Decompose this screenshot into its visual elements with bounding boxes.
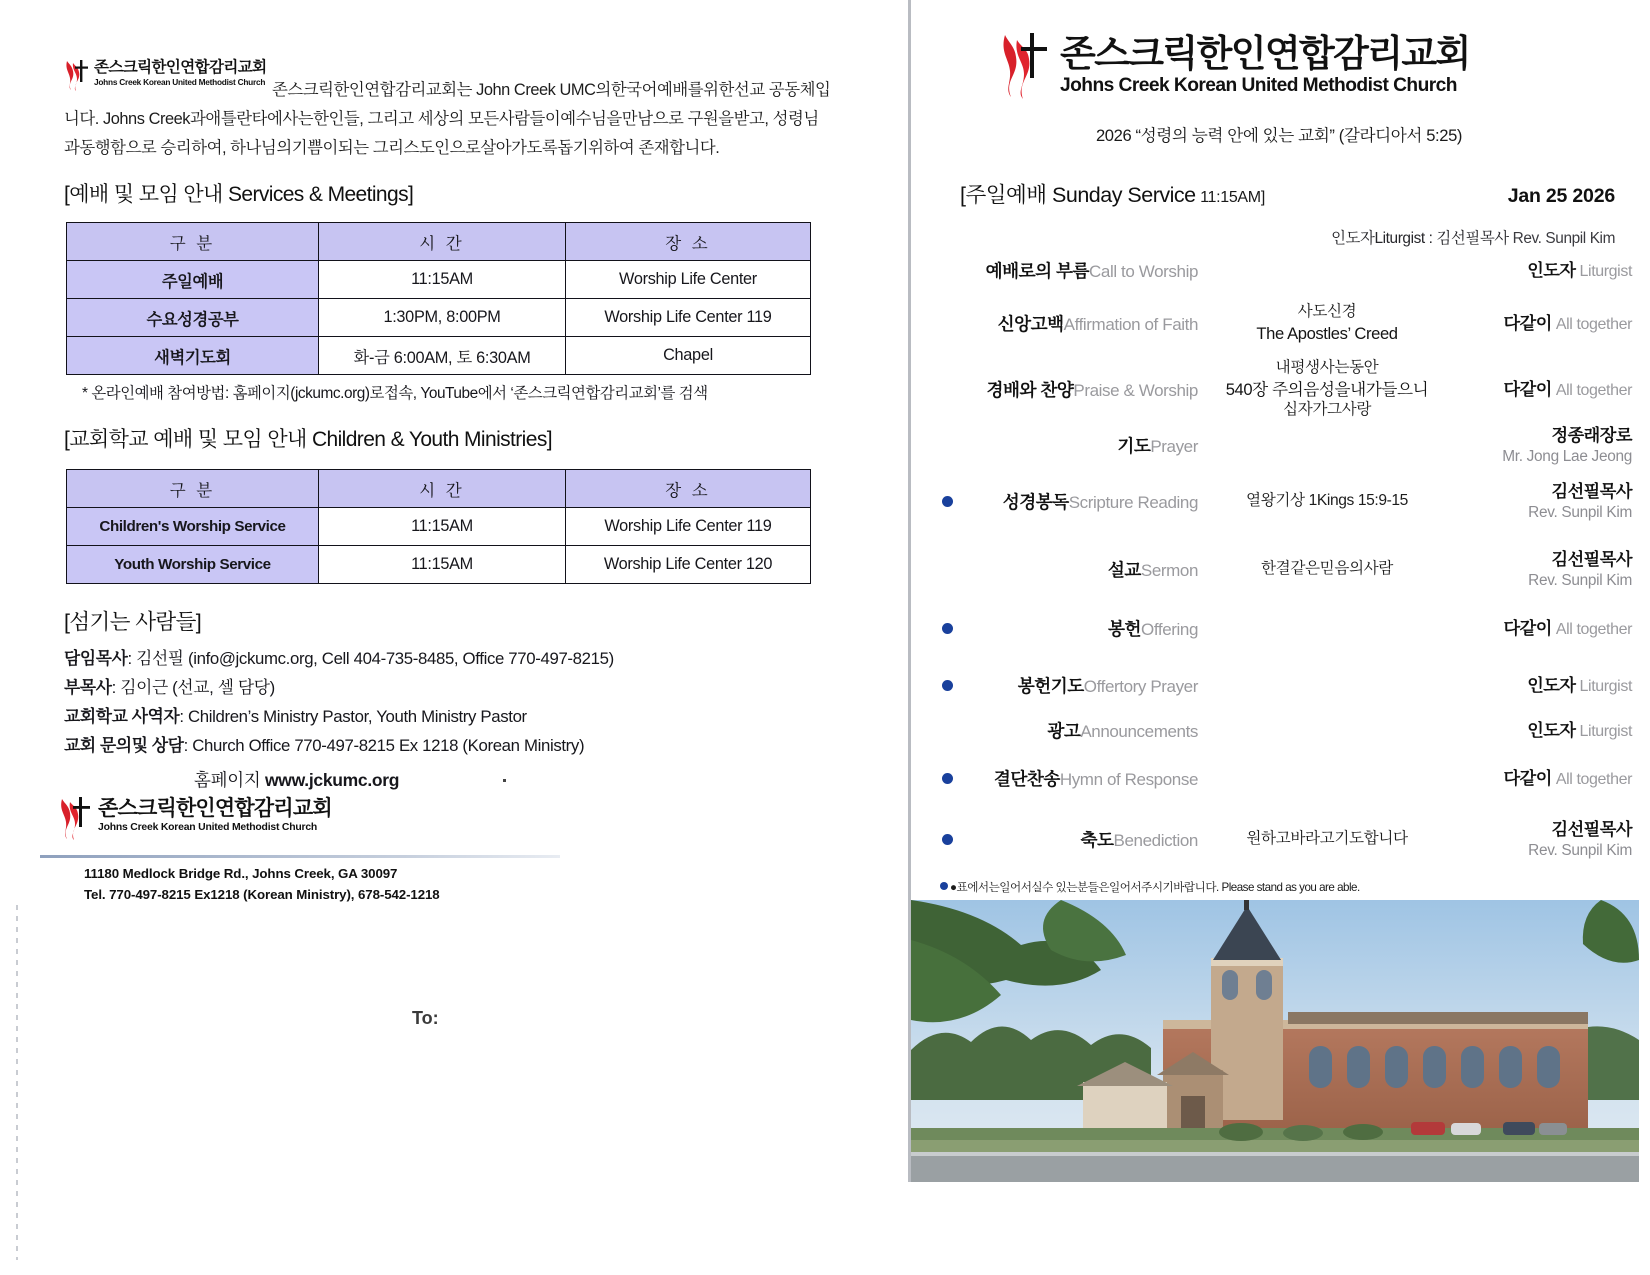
participant-name-en: Liturgist [1575, 677, 1632, 695]
order-item [938, 302, 1650, 344]
order-bullet-cell [938, 265, 960, 276]
service-time: 11:15AM [319, 508, 566, 546]
staff-label: 담임목사 [64, 649, 128, 668]
online-worship-note: * 온라인예배 참여방법: 홈페이지(jckumc.org)로접속, YouTube에서 ‘존스크릭연합감리교회’를 검색 [82, 385, 708, 402]
footer-divider [40, 855, 560, 858]
order-item-name [960, 766, 1198, 791]
cross-and-flame-icon [998, 30, 1050, 100]
footer-address-block [84, 864, 440, 905]
order-item-name-kr: 광고 [1047, 721, 1081, 741]
service-time: 화-금 6:00AM, 토 6:30AM [319, 337, 566, 375]
participant-name-kr: 김선필목사 [1551, 481, 1632, 501]
order-item-name-kr: 성경봉독 [1002, 492, 1069, 513]
participant-name-en: All together [1551, 770, 1632, 788]
order-bullet-cell [938, 834, 960, 845]
service-date: Jan 25 2026 [1507, 185, 1615, 207]
service-place: Worship Life Center [566, 261, 811, 299]
order-item-detail-line: The Apostles’ Creed [1256, 323, 1398, 343]
participant-name-en: Liturgist [1575, 262, 1632, 280]
order-item-detail-line: 내평생사는동안 [1275, 359, 1379, 376]
order-item [938, 258, 1650, 283]
order-item-participant [1456, 818, 1650, 861]
footer-logo-name-en: Johns Creek Korean United Methodist Church [98, 822, 318, 834]
service-title-group [960, 178, 1265, 209]
order-item-name-en: Hymn of Response [1059, 770, 1198, 789]
staff-list [64, 645, 844, 795]
table-header-row [67, 470, 811, 508]
service-place: Worship Life Center 119 [566, 299, 811, 337]
participant-name-sub: Mr. Jong Lae Jeong [1502, 448, 1632, 466]
order-bullet-cell [938, 384, 960, 395]
order-item-detail-line: 사도신경 [1297, 303, 1357, 320]
order-item-name [960, 616, 1198, 641]
service-title: [주일예배 Sunday Service [960, 183, 1196, 207]
liturgist-label: 인도자Liturgist : [1331, 230, 1433, 247]
order-bullet-cell [938, 680, 960, 691]
order-item-name-en: Announcements [1080, 722, 1198, 741]
order-item-detail [1198, 829, 1456, 850]
staff-label: 교회 문의및 상담 [64, 735, 184, 755]
order-item-name [960, 258, 1198, 283]
services-section-title: [예배 및 모임 안내 Services & Meetings] [64, 183, 414, 206]
mailing-to-label: To: [412, 1008, 439, 1028]
order-bullet-cell [938, 496, 960, 507]
table-row [67, 299, 811, 337]
participant-name-en: Liturgist [1575, 722, 1632, 740]
standing-bullet-icon [942, 834, 953, 845]
order-item-name-kr: 기도 [1117, 436, 1151, 457]
staff-value: : 김선필 (info@jckumc.org, Cell 404-735-8485, Office 770-497-8215) [127, 649, 614, 668]
address-line: 11180 Medlock Bridge Rd., Johns Creek, GA 30097 [84, 866, 398, 881]
staff-line [64, 703, 844, 732]
stand-note-text: ●표에서는일어서실수 있는분들은일어서주시기바랍니다. Please stand as you are able. [950, 881, 1360, 894]
order-bullet-cell [938, 440, 960, 451]
order-item-name-en: Benediction [1113, 831, 1198, 851]
participant-name-kr: 다같이 [1503, 312, 1552, 333]
order-item-name [960, 311, 1198, 336]
table-header-row [67, 223, 811, 261]
bullet-legend-icon [940, 882, 948, 890]
order-item [938, 766, 1650, 791]
website-line [64, 765, 844, 795]
col-header-place: 장 소 [566, 223, 811, 261]
standing-bullet-icon [942, 773, 953, 784]
participant-name-en: All together [1551, 620, 1632, 638]
standing-bullet-icon [942, 496, 953, 507]
order-bullet-cell [938, 773, 960, 784]
order-bullet-cell [938, 564, 960, 575]
participant-name-kr: 인도자 [1527, 259, 1576, 280]
service-header [960, 178, 1615, 209]
table-row [67, 337, 811, 375]
services-table [66, 222, 811, 375]
staff-line [64, 645, 844, 674]
order-item-detail [1198, 302, 1456, 344]
order-item [938, 616, 1650, 641]
table-row [67, 261, 811, 299]
order-item-participant [1456, 617, 1650, 640]
service-name: 주일예배 [67, 261, 319, 299]
children-youth-table [66, 469, 811, 584]
order-item [938, 480, 1650, 523]
cross-and-flame-icon [58, 795, 92, 841]
staff-value: : 김이근 (선교, 셀 담당) [111, 677, 275, 697]
children-section-title: [교회학교 예배 및 모임 안내 Children & Youth Ministries] [64, 428, 552, 451]
participant-name-sub: Rev. Sunpil Kim [1528, 842, 1632, 860]
staff-line [64, 674, 844, 703]
service-name: 새벽기도회 [67, 337, 319, 375]
order-item-participant [1456, 480, 1650, 523]
main-logo-name-en: Johns Creek Korean United Methodist Church [1060, 75, 1457, 97]
order-item-name [960, 433, 1198, 458]
participant-name-kr: 김선필목사 [1551, 819, 1632, 839]
order-item-participant [1456, 312, 1650, 335]
col-header-place: 장 소 [566, 470, 811, 508]
participant-name-kr: 다같이 [1503, 767, 1552, 788]
order-item [938, 548, 1650, 591]
footer-logo-name-kr: 존스크릭한인연합감리교회 [98, 797, 332, 820]
service-time: 11:15AM [319, 546, 566, 584]
footer-logo [58, 795, 332, 841]
service-place: Worship Life Center 119 [566, 508, 811, 546]
staff-line [64, 732, 844, 761]
participant-name-kr: 인도자 [1527, 719, 1576, 740]
order-item-name-kr: 봉헌기도 [1017, 676, 1084, 696]
service-time: 1:30PM, 8:00PM [319, 299, 566, 337]
order-item-participant [1456, 424, 1650, 467]
order-item-name [960, 718, 1198, 743]
order-item-name [960, 827, 1198, 852]
order-item-detail-line: 540장 주의음성을내가들으니 [1225, 379, 1429, 399]
order-item-name-en: Sermon [1140, 561, 1198, 581]
order-item-name-en: Praise & Worship [1073, 381, 1198, 401]
service-name: 수요성경공부 [67, 299, 319, 337]
year-theme: 2026 “성령의 능력 안에 있는 교회” (갈라디아서 5:25) [1095, 126, 1463, 145]
order-item-name-en: Call to Worship [1089, 262, 1198, 281]
order-item-participant [1456, 378, 1650, 401]
participant-name-en: All together [1551, 315, 1632, 333]
liturgist-line [1331, 226, 1615, 248]
order-item-name-en: Prayer [1150, 437, 1198, 457]
staff-value: : Church Office 770-497-8215 Ex 1218 (Korean Ministry) [183, 735, 585, 755]
order-bullet-cell [938, 623, 960, 634]
service-time: 11:15AM [319, 261, 566, 299]
standing-bullet-icon [942, 623, 953, 634]
table-row [67, 546, 811, 584]
mission-line-1: 존스크릭한인연합감리교회는 John Creek UMC의한국어예배를위한선교 공동체입니다. [64, 81, 831, 129]
website-label: 홈페이지 [194, 769, 261, 790]
mission-line-2: Johns Creek과애틀란타에사는한인들, 그리고 세상의 모든사람들이예수님을만남으로 구원을받고, 성령님과동행함으로 [64, 110, 819, 158]
order-item-detail-line: 십자가그사랑 [1283, 401, 1371, 419]
main-logo [998, 30, 1470, 100]
staff-section-title: [섬기는 사람들] [64, 610, 202, 634]
participant-name-en: All together [1551, 381, 1632, 399]
participant-name-kr: 다같이 [1503, 617, 1552, 638]
order-item-name [960, 557, 1198, 582]
order-item-name-kr: 축도 [1080, 830, 1114, 851]
website-url[interactable]: www.jckumc.org [264, 769, 400, 790]
order-item-name-kr: 예배로의 부름 [985, 261, 1090, 281]
order-item-name [960, 489, 1198, 514]
order-item-name-en: Affirmation of Faith [1063, 314, 1198, 334]
service-name: Children's Worship Service [67, 508, 319, 546]
staff-value: : Children’s Ministry Pastor, Youth Ministry Pastor [179, 706, 527, 726]
standing-bullet-icon [942, 680, 953, 691]
order-bullet-cell [938, 725, 960, 736]
service-place: Worship Life Center 120 [566, 546, 811, 584]
mission-statement [64, 76, 832, 164]
order-bullet-cell [938, 318, 960, 329]
liturgist-name-kr: 김선필목사 [1436, 230, 1509, 247]
order-item-name-en: Offering [1141, 620, 1198, 639]
stand-instruction-note [940, 879, 1540, 895]
participant-name-kr: 다같이 [1503, 378, 1552, 399]
service-time: 11:15AM] [1200, 189, 1265, 206]
participant-name-kr: 김선필목사 [1551, 549, 1632, 569]
order-item-detail [1198, 358, 1456, 421]
order-item-name-en: Offertory Prayer [1083, 677, 1198, 696]
order-item-detail [1198, 491, 1456, 512]
order-item-participant [1456, 719, 1650, 742]
order-item-detail [1198, 559, 1456, 580]
service-place: Chapel [566, 337, 811, 375]
order-item-detail-line: 한결같은믿음의사람 [1261, 560, 1393, 578]
order-item-name-kr: 봉헌 [1108, 619, 1142, 639]
table-row [67, 508, 811, 546]
stray-dot-mark [503, 779, 506, 782]
logo-name-kr: 존스크릭한인연합감리교회 [94, 59, 267, 76]
participant-name-sub: Rev. Sunpil Kim [1528, 504, 1632, 522]
order-item-participant [1456, 548, 1650, 591]
participant-name-sub: Rev. Sunpil Kim [1528, 572, 1632, 590]
order-item-name-kr: 경배와 찬양 [986, 380, 1074, 401]
col-header-category: 구 분 [67, 470, 319, 508]
order-item-name-kr: 신앙고백 [997, 313, 1064, 334]
order-item-detail-line: 원하고바라고기도합니다 [1246, 830, 1408, 848]
participant-name-kr: 정종래장로 [1551, 425, 1632, 445]
staff-label: 부목사 [64, 677, 112, 697]
col-header-time: 시 간 [319, 223, 566, 261]
order-item [938, 358, 1650, 421]
order-item-participant [1456, 259, 1650, 282]
participant-name-kr: 인도자 [1527, 674, 1576, 695]
order-item-name [960, 673, 1198, 698]
mission-line-3: 승리하여, 하나님의기쁨이되는 그리스도인으로살아가도록돕기위하여 존재합니다. [160, 139, 720, 158]
order-item-participant [1456, 767, 1650, 790]
order-item-name-kr: 설교 [1107, 560, 1141, 581]
liturgist-name-en: Rev. Sunpil Kim [1512, 230, 1615, 247]
order-item [938, 424, 1650, 467]
logo-name-en: Johns Creek Korean United Methodist Church [94, 77, 266, 88]
order-item-name [960, 377, 1198, 402]
col-header-time: 시 간 [319, 470, 566, 508]
order-item [938, 718, 1650, 743]
service-name: Youth Worship Service [67, 546, 319, 584]
church-building-photo [911, 900, 1639, 1182]
order-item-detail-line: 열왕기상 1Kings 15:9-15 [1246, 492, 1408, 510]
order-item [938, 818, 1650, 861]
phone-line: Tel. 770-497-8215 Ex1218 (Korean Ministry), 678-542-1218 [84, 886, 440, 902]
main-logo-name-kr: 존스크릭한인연합감리교회 [1060, 32, 1470, 74]
staff-label: 교회학교 사역자 [64, 706, 180, 726]
order-item-name-en: Scripture Reading [1068, 493, 1198, 513]
order-item [938, 673, 1650, 698]
col-header-category: 구 분 [67, 223, 319, 261]
order-item-participant [1456, 674, 1650, 697]
order-item-name-kr: 결단찬송 [993, 769, 1060, 789]
